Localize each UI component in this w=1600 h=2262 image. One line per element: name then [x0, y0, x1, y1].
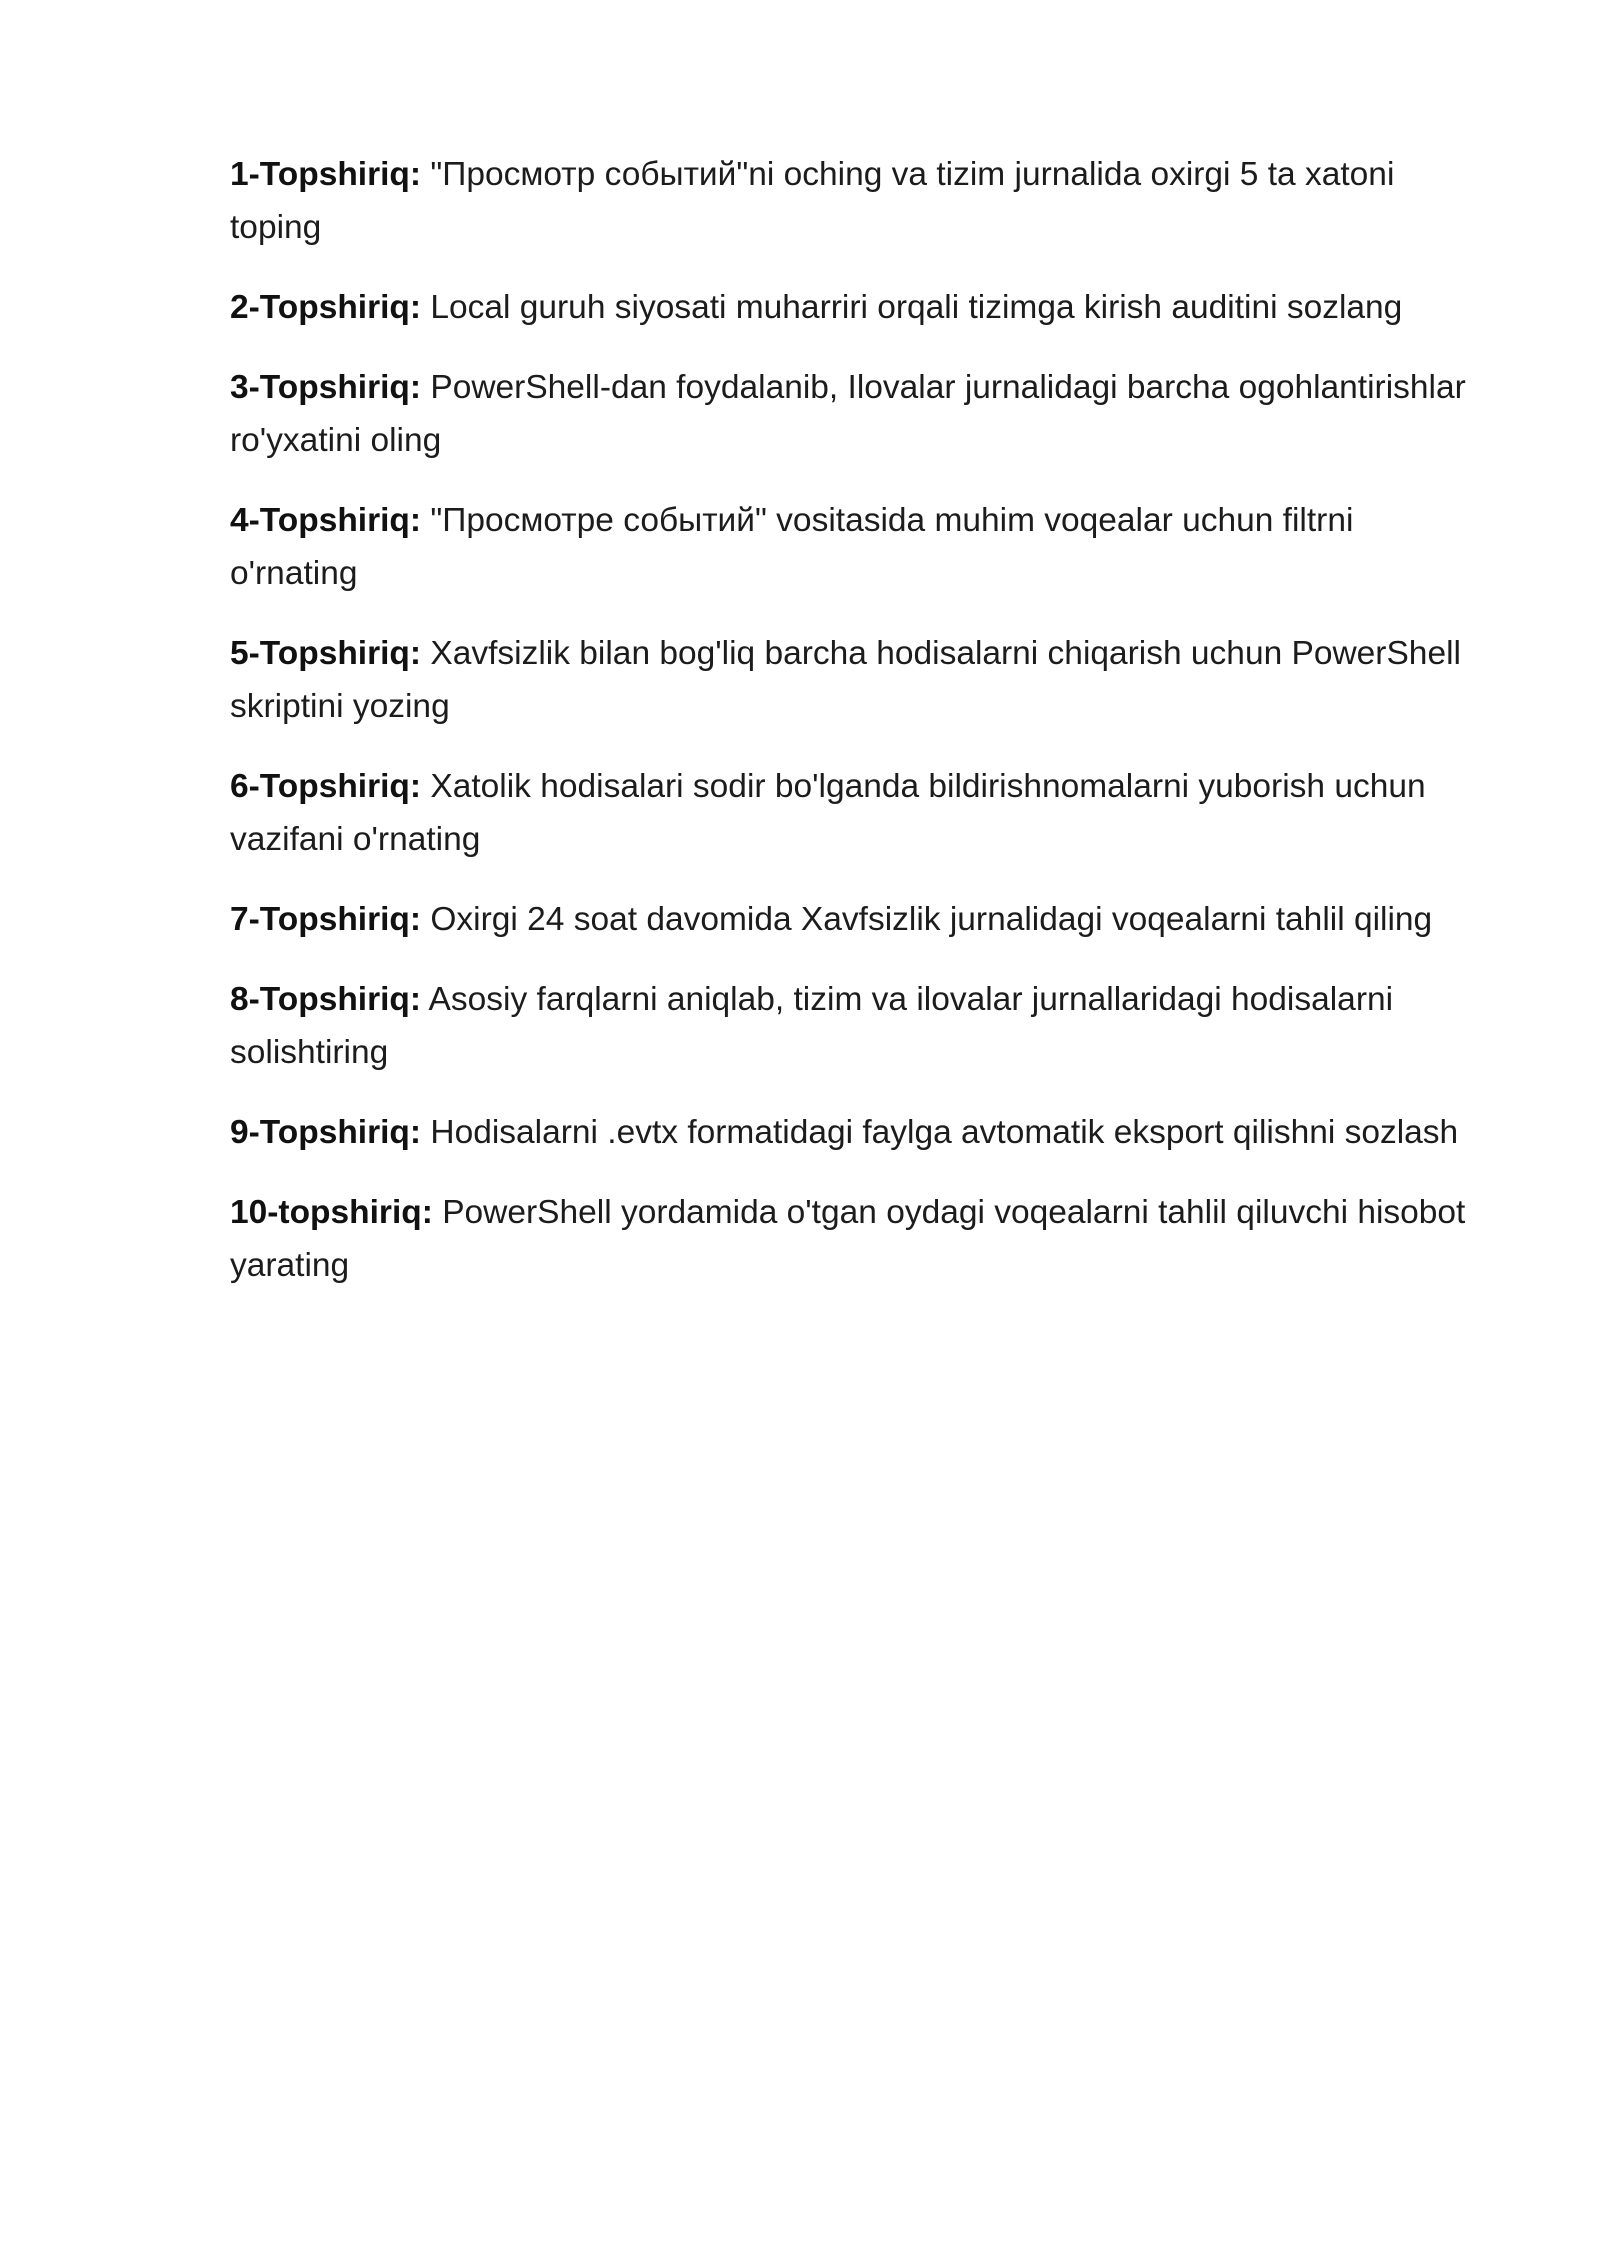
task-list: [230, 148, 1490, 1319]
task-text: Xavfsizlik bilan bog'liq barcha hodisalarni chiqarish uchun PowerShell skriptini yozing: [230, 635, 1461, 725]
task-label: 7-Topshiriq:: [230, 901, 422, 938]
task-text: Local guruh siyosati muharriri orqali tizimga kirish auditini sozlang: [430, 289, 1403, 326]
task-text: Asosiy farqlarni aniqlab, tizim va ilovalar jurnallaridagi hodisalarni solishtiring: [230, 981, 1394, 1071]
task-item: [230, 1186, 1490, 1292]
task-text: Hodisalarni .evtx formatidagi faylga avtomatik eksport qilishni sozlash: [430, 1114, 1459, 1151]
task-item: [230, 893, 1490, 946]
task-label: 1-Topshiriq:: [230, 156, 422, 193]
task-item: [230, 627, 1490, 733]
task-item: [230, 973, 1490, 1079]
task-label: 2-Topshiriq:: [230, 289, 422, 326]
task-text: PowerShell yordamida o'tgan oydagi voqealarni tahlil qiluvchi hisobot yarating: [230, 1194, 1466, 1284]
task-item: [230, 494, 1490, 600]
task-item: [230, 1106, 1490, 1159]
task-text: "Просмотр событий"ni oching va tizim jurnalida oxirgi 5 ta xatoni toping: [230, 156, 1395, 246]
task-label: 10-topshiriq:: [230, 1194, 433, 1231]
task-item: [230, 148, 1490, 254]
task-item: [230, 281, 1490, 334]
task-text: Oxirgi 24 soat davomida Xavfsizlik jurnalidagi voqealarni tahlil qiling: [430, 901, 1433, 938]
task-text: Xatolik hodisalari sodir bo'lganda bildirishnomalarni yuborish uchun vazifani o'rnating: [230, 768, 1426, 858]
task-item: [230, 361, 1490, 467]
task-text: PowerShell-dan foydalanib, Ilovalar jurnalidagi barcha ogohlantirishlar ro'yxatini oling: [230, 369, 1466, 459]
task-label: 6-Topshiriq:: [230, 768, 422, 805]
task-label: 9-Topshiriq:: [230, 1114, 422, 1151]
task-label: 4-Topshiriq:: [230, 502, 422, 539]
task-item: [230, 760, 1490, 866]
task-label: 3-Topshiriq:: [230, 369, 422, 406]
task-text: "Просмотре событий" vositasida muhim voqealar uchun filtrni o'rnating: [230, 502, 1354, 592]
task-label: 8-Topshiriq:: [230, 981, 422, 1018]
task-label: 5-Topshiriq:: [230, 635, 422, 672]
